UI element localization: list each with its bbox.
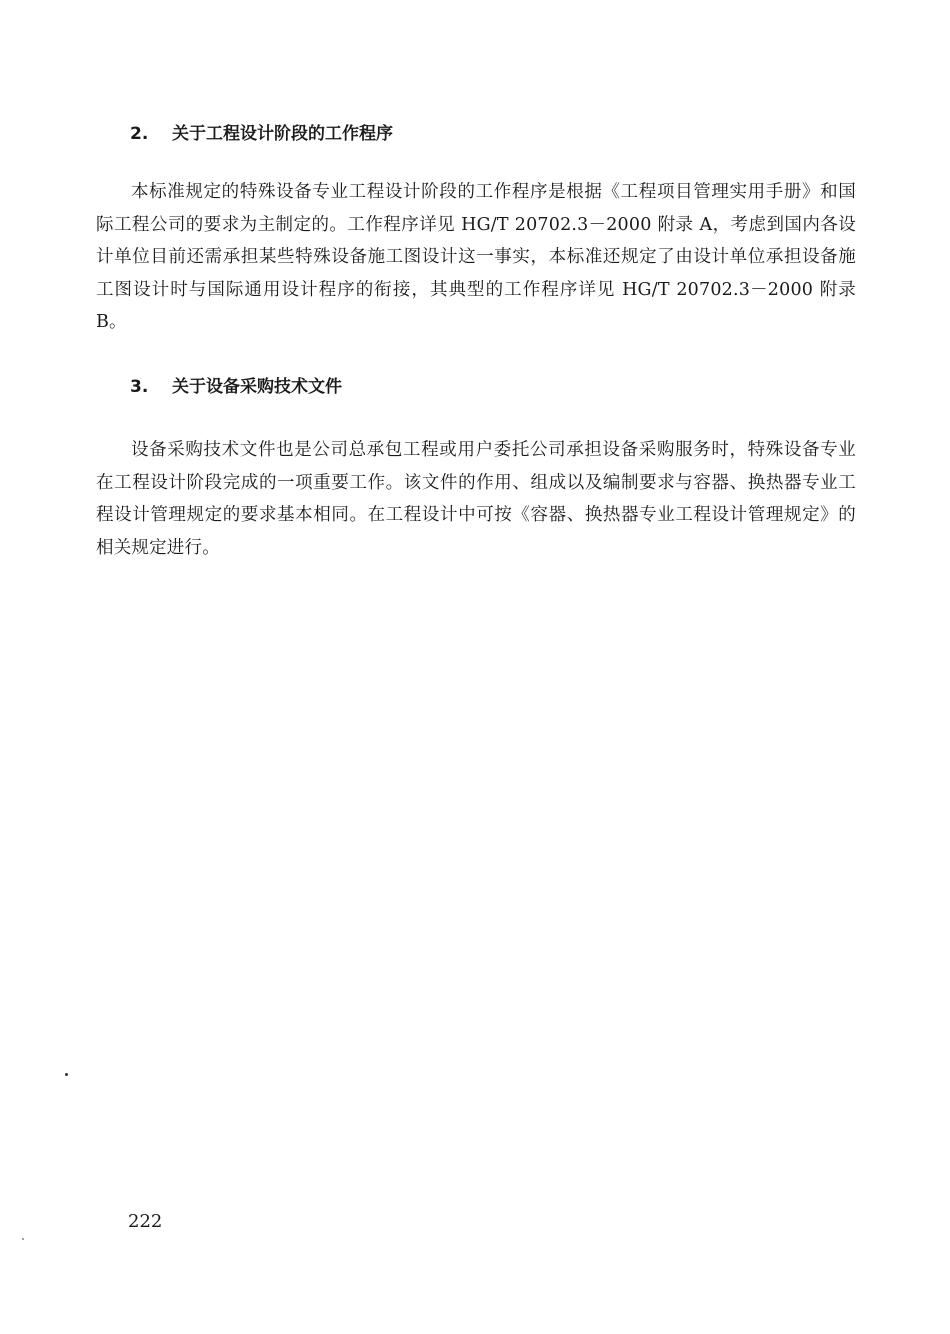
section-title: 关于设备采购技术文件 (172, 377, 342, 397)
section-paragraph-2: 本标准规定的特殊设备专业工程设计阶段的工作程序是根据《工程项目管理实用手册》和国际工程公司的要求为主制定的。工作程序详见 HG/T 20702.3－2000 附录 A，考虑到国内各设计单位目前还需承担某些特殊设备施工图设计这一事实，本标准还规定了由设计单位承担设备施工图设计时与国际通用设计程序的衔接，其典型的工作程序详见 HG/T 20702.3－2000 附录 B。 (96, 182, 856, 333)
scan-speck (65, 1073, 68, 1076)
section-title: 关于工程设计阶段的工作程序 (172, 124, 393, 144)
page-number: 222 (128, 1211, 163, 1232)
section-heading-3 (130, 375, 342, 399)
scan-speck (22, 1238, 24, 1240)
section-number: 3. (130, 377, 149, 397)
section-heading-2 (130, 122, 393, 146)
section-number: 2. (130, 124, 149, 144)
section-paragraph-3: 设备采购技术文件也是公司总承包工程或用户委托公司承担设备采购服务时，特殊设备专业在工程设计阶段完成的一项重要工作。该文件的作用、组成以及编制要求与容器、换热器专业工程设计管理规定的要求基本相同。在工程设计中可按《容器、换热器专业工程设计管理规定》的相关规定进行。 (96, 440, 856, 558)
